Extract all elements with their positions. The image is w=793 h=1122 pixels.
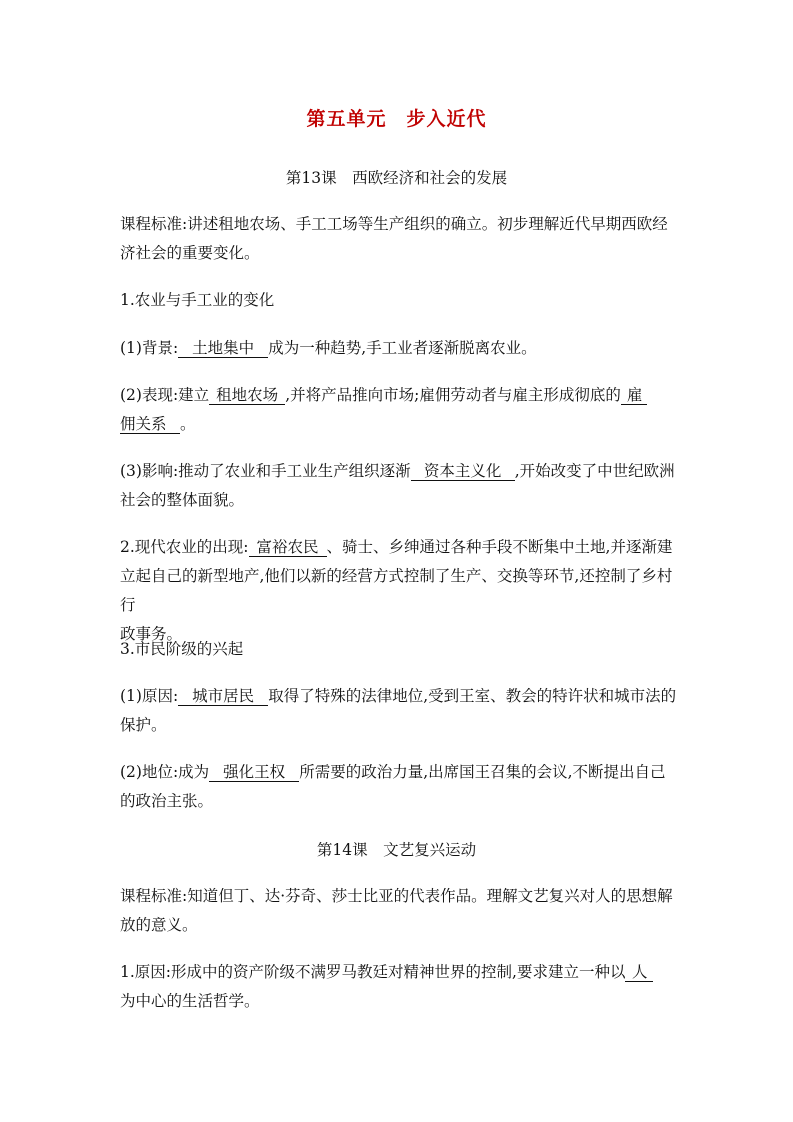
lesson-14-title: 第14课 文艺复兴运动: [316, 841, 477, 859]
unit-title: 第五单元 步入近代: [306, 108, 487, 130]
blank-answer: 城市居民: [178, 687, 268, 706]
blank-answer: 土地集中: [178, 339, 268, 358]
blank-answer: 强化王权: [209, 763, 299, 782]
section-1-background: (1)背景: 土地集中 成为一种趋势,手工业者逐渐脱离农业。: [120, 339, 537, 357]
lesson-13-title: 第13课 西欧经济和社会的发展: [285, 169, 508, 187]
section-1-heading: 1.农业与手工业的变化: [120, 291, 275, 309]
section-1-manifestation: (2)表现:建立 租地农场 ,并将产品推向市场;雇佣劳动者与雇主形成彻底的 雇 佣关系 。: [120, 381, 680, 439]
lesson-14-section-1-reason: 1.原因:形成中的资产阶级不满罗马教廷对精神世界的控制,要求建立一种以 人 为中心的生活哲学。: [120, 958, 680, 1016]
blank-answer: 租地农场: [209, 386, 285, 405]
lesson-14-standard: 课程标准:知道但丁、达·芬奇、莎士比亚的代表作品。理解文艺复兴对人的思想解放的意义。: [120, 887, 673, 934]
blank-answer: 佣关系: [120, 415, 180, 434]
section-3-heading: 3.市民阶级的兴起: [120, 640, 244, 658]
lesson-13-standard: 课程标准:讲述租地农场、手工工场等生产组织的确立。初步理解近代早期西欧经济社会的重要变化。: [120, 215, 668, 262]
section-3-position: (2)地位:成为 强化王权 所需要的政治力量,出席国王召集的会议,不断提出自己 的政治主张。: [120, 763, 666, 810]
section-3-reason: (1)原因: 城市居民 取得了特殊的法律地位,受到王室、教会的特许状和城市法的 保护。: [120, 687, 677, 734]
section-1-impact: (3)影响:推动了农业和手工业生产组织逐渐 资本主义化 ,开始改变了中世纪欧洲 社会的整体面貌。: [120, 462, 675, 509]
section-2-modern-agriculture: 2.现代农业的出现: 富裕农民 、骑士、乡绅通过各种手段不断集中土地,并逐渐建 立起自己的新型地产,他们以新的经营方式控制了生产、交换等环节,还控制了乡村行 政事务。: [120, 538, 673, 643]
blank-answer: 雇: [621, 386, 647, 405]
blank-answer: 资本主义化: [411, 462, 515, 481]
blank-answer: 富裕农民: [249, 538, 327, 557]
blank-answer: 人: [625, 963, 653, 982]
